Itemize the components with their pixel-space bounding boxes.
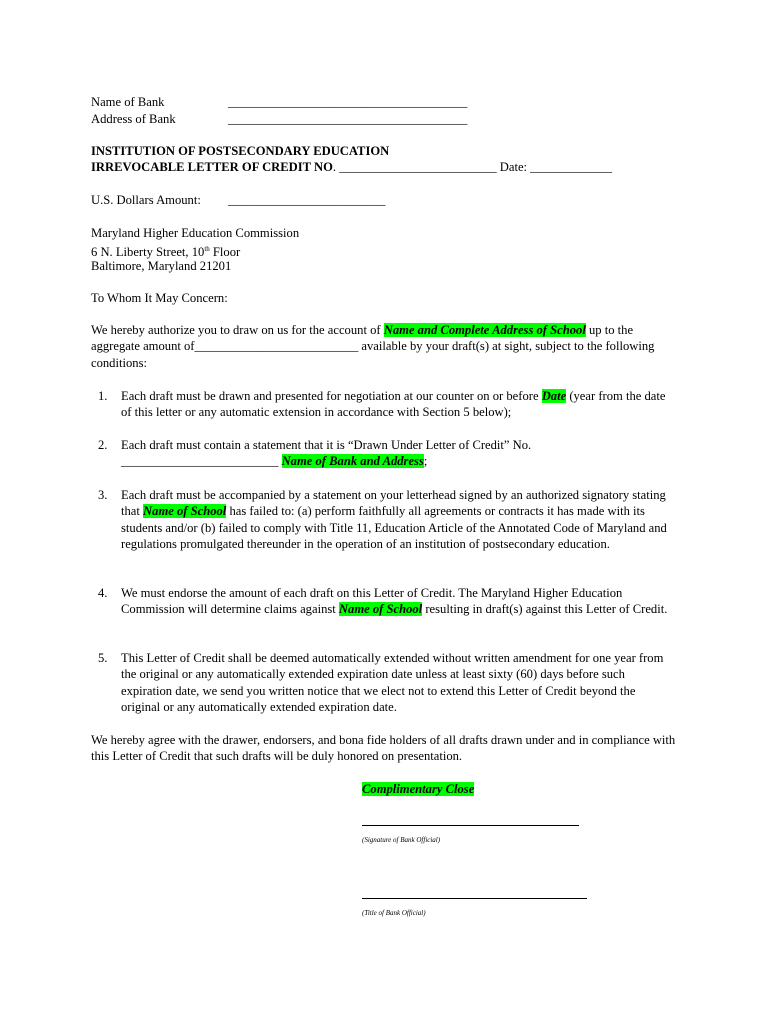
condition-text-b: resulting in draft(s) against this Letter of Credit.: [422, 602, 668, 617]
school-name-highlight: Name of School: [143, 504, 227, 519]
recipient-line-3: Baltimore, Maryland 21201: [91, 259, 232, 273]
school-name-highlight: Name of School: [338, 602, 423, 617]
condition-text-a: Each draft must be drawn and presented for negotiation at our counter on or before: [121, 389, 542, 403]
recipient-floor-sup: th: [204, 245, 210, 253]
bank-name-blank: ______________________________________: [228, 95, 468, 109]
condition-text-b: has failed to: (a) perform faithfully all agreements or contracts it has made with its students and/or (b) failed to comply with Title 11, Education Article of the Annotated Code of Maryland and regulations promulgated thereunder in the operation of an institution of postsecondary education.: [121, 504, 667, 552]
intro-text-a: We hereby authorize you to draw on us for the account of: [91, 323, 384, 337]
title-line-2-blanks: . _________________________ Date: _____________: [332, 160, 613, 174]
recipient-line-1: Maryland Higher Education Commission: [91, 226, 300, 240]
closing-paragraph: We hereby agree with the drawer, endorsers, and bona fide holders of all drafts drawn under and in compliance with this Letter of Credit that such drafts will be duly honored on presentation.: [91, 733, 676, 764]
aggregate-amount-blank: __________________________: [194, 339, 359, 354]
intro-paragraph: [91, 322, 681, 371]
title-line-1: INSTITUTION OF POSTSECONDARY EDUCATION: [91, 144, 390, 158]
complimentary-close-highlight: Complimentary Close: [362, 782, 475, 796]
condition-number: 2.: [98, 438, 108, 452]
condition-text-a: Each draft must be accompanied by a statement on your letterhead signed by an authorized signatory stating that: [121, 488, 666, 519]
bank-address-label: Address of Bank: [91, 112, 176, 126]
condition-text-b: ;: [423, 454, 428, 469]
intro-text-b: up to the aggregate amount of: [91, 323, 634, 354]
condition-number: 3.: [98, 488, 108, 502]
intro-text-c: available by your draft(s) at sight, subject to the following conditions:: [91, 339, 655, 370]
condition-text-a: We must endorse the amount of each draft on this Letter of Credit. The Maryland Higher Education Commission will determine claims against: [121, 586, 623, 617]
condition-number: 4.: [98, 586, 108, 600]
amount-label: U.S. Dollars Amount:: [91, 193, 201, 207]
condition-text: [121, 487, 676, 553]
title-line: [362, 898, 587, 899]
title-line-2-bold: IRREVOCABLE LETTER OF CREDIT NO: [91, 160, 333, 174]
signature-caption: (Signature of Bank Official): [362, 836, 441, 844]
condition-text: [121, 388, 676, 421]
complimentary-close: [362, 781, 474, 797]
recipient-floor: Floor: [209, 245, 241, 260]
bank-address-blank: ______________________________________: [228, 112, 468, 126]
condition-text-a: This Letter of Credit shall be deemed automatically extended without written amendment for one year from the original or any automatically extended expiration date unless at least sixty (60) days before such expiration date, we send you written notice that we elect not to extend this Letter of Credit beyond the original or any automatically extended expiration date.: [121, 651, 664, 715]
date-highlight: Date: [541, 389, 567, 403]
title-caption: (Title of Bank Official): [362, 909, 426, 917]
bank-name-address-highlight: Name of Bank and Address: [281, 454, 424, 469]
condition-text-b: (year from the date of this letter or any automatic extension in accordance with Section 5 below);: [121, 389, 666, 420]
title-line-2: [91, 159, 612, 175]
condition-text: [121, 437, 676, 470]
condition-text-a: Each draft must contain a statement that it is “Drawn Under Letter of Credit” No. _________________________: [121, 438, 532, 469]
condition-text: [121, 585, 676, 618]
school-name-address-highlight: Name and Complete Address of School: [383, 323, 586, 337]
bank-name-label: Name of Bank: [91, 95, 165, 109]
amount-blank: _________________________: [228, 193, 386, 207]
signature-line: [362, 825, 579, 826]
salutation: To Whom It May Concern:: [91, 291, 228, 305]
condition-text: [121, 650, 676, 716]
recipient-street: 6 N. Liberty Street, 10: [91, 245, 205, 260]
condition-number: 1.: [98, 389, 108, 403]
condition-number: 5.: [98, 651, 108, 665]
